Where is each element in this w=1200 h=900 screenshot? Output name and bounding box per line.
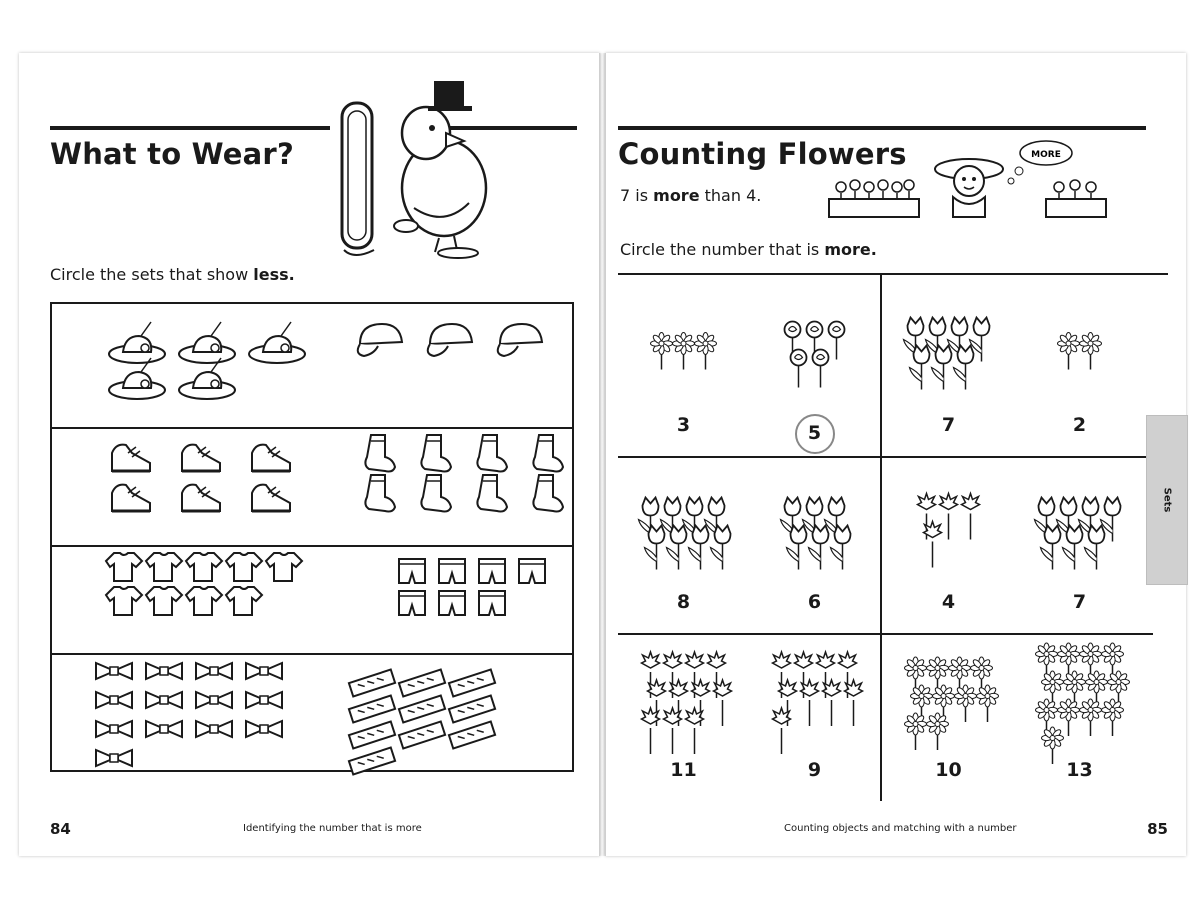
grid-line (880, 273, 882, 801)
t-shirt-icon (146, 587, 182, 615)
girl-planters-illustration (821, 141, 1111, 231)
bow-tie-icon (246, 663, 282, 679)
daisy-group (1014, 643, 1145, 761)
sets-grid (50, 302, 574, 772)
shorts-icon (399, 559, 425, 583)
rose-group (749, 283, 880, 416)
daisy-icon (927, 713, 949, 750)
set-row (52, 429, 572, 547)
count-number[interactable]: 9 (807, 759, 822, 781)
sock-icon (421, 435, 451, 472)
daisy-icon (1080, 333, 1102, 370)
bow-tie-icon (96, 692, 132, 708)
count-number[interactable]: 2 (1072, 414, 1087, 436)
rose-icon (829, 322, 845, 360)
grid-line (618, 273, 1168, 275)
tie-icon (349, 748, 395, 775)
instruction: Circle the number that is more. (620, 240, 877, 259)
sock-icon (477, 435, 507, 472)
page-title: What to Wear? (50, 137, 294, 171)
set-row (52, 304, 572, 429)
lily-icon (642, 708, 660, 754)
bow-tie-icon (246, 721, 282, 737)
bow-tie-icon (96, 663, 132, 679)
page-number: 85 (1147, 820, 1168, 838)
sock-icon (421, 475, 451, 512)
bow-tie-icon (146, 721, 182, 737)
footer-text: Identifying the number that is more (243, 823, 422, 834)
lily-icon (924, 522, 942, 568)
instruction: Circle the sets that show less. (50, 265, 295, 284)
tulip-group (883, 283, 1014, 416)
lily-group (749, 643, 880, 761)
grid-line (618, 456, 1153, 458)
page-title: Counting Flowers (618, 137, 907, 171)
title-rule (50, 126, 330, 130)
lily-group (618, 643, 749, 761)
sock-icon (477, 475, 507, 512)
set-row (52, 655, 572, 772)
daisy-icon (651, 333, 673, 370)
count-number[interactable]: 11 (670, 759, 697, 781)
tie-icon (399, 696, 445, 723)
t-shirt-icon (266, 553, 302, 581)
daisy-icon (977, 685, 999, 722)
lily-icon (664, 708, 682, 754)
daisy-icon (955, 685, 977, 722)
rose-icon (791, 350, 807, 388)
hat-cap-sets (52, 304, 572, 424)
bow-tie-icon (196, 721, 232, 737)
sneaker-icon (112, 485, 150, 511)
daisy-icon (1080, 699, 1102, 736)
t-shirt-icon (106, 587, 142, 615)
grid-line (618, 633, 1153, 635)
sock-icon (533, 435, 563, 472)
chicken-mirror-illustration (334, 78, 504, 268)
count-number[interactable]: 7 (1072, 591, 1087, 613)
count-number[interactable]: 5 (795, 414, 835, 454)
example-sentence: 7 is more than 4. (620, 186, 762, 205)
shorts-icon (399, 591, 425, 615)
lily-icon (714, 680, 732, 726)
sock-icon (365, 475, 395, 512)
shorts-icon (519, 559, 545, 583)
shorts-icon (479, 559, 505, 583)
right-page (605, 53, 1186, 856)
bow-tie-icon (146, 663, 182, 679)
sneaker-icon (182, 445, 220, 471)
lily-group (883, 466, 1014, 593)
sneaker-icon (252, 485, 290, 511)
bow-tie-icon (196, 692, 232, 708)
bow-tie-icon (196, 663, 232, 679)
sneaker-icon (182, 485, 220, 511)
tie-icon (399, 670, 445, 697)
sneaker-icon (252, 445, 290, 471)
bow-tie-icon (96, 721, 132, 737)
daisy-icon (1102, 699, 1124, 736)
daisy-group (1014, 283, 1145, 416)
shorts-icon (439, 591, 465, 615)
lily-icon (773, 708, 791, 754)
tie-icon (349, 722, 395, 749)
lily-icon (962, 494, 980, 540)
set-row (52, 547, 572, 655)
shirt-shorts-sets (52, 547, 572, 652)
tie-icon (449, 722, 495, 749)
count-number[interactable]: 3 (676, 414, 691, 436)
tulip-group (1014, 466, 1145, 593)
rose-icon (813, 350, 829, 388)
daisy-icon (905, 713, 927, 750)
bow-tie-icon (246, 692, 282, 708)
speech-bubble-text: MORE (1031, 150, 1061, 160)
sock-icon (365, 435, 395, 472)
t-shirt-icon (186, 587, 222, 615)
tie-icon (449, 696, 495, 723)
daisy-group (618, 283, 749, 416)
t-shirt-icon (106, 553, 142, 581)
tie-icon (349, 696, 395, 723)
left-page (19, 53, 600, 856)
daisy-icon (1058, 333, 1080, 370)
count-number[interactable]: 7 (941, 414, 956, 436)
lily-icon (823, 680, 841, 726)
tulip-group (618, 466, 749, 593)
page-number: 84 (50, 820, 71, 838)
sneaker-sock-sets (52, 429, 572, 544)
t-shirt-icon (226, 553, 262, 581)
shorts-icon (439, 559, 465, 583)
lily-icon (845, 680, 863, 726)
daisy-group (883, 643, 1014, 761)
cap-icon (358, 324, 402, 356)
count-number[interactable]: 8 (676, 591, 691, 613)
count-number[interactable]: 4 (941, 591, 956, 613)
bowtie-tie-sets (52, 655, 572, 770)
daisy-icon (673, 333, 695, 370)
flower-grid (618, 273, 1168, 801)
footer-text: Counting objects and matching with a number (784, 823, 1017, 834)
lily-icon (801, 680, 819, 726)
bow-tie-icon (96, 750, 132, 766)
section-tab: Sets (1146, 415, 1188, 585)
hat-icon (109, 358, 165, 399)
sneaker-icon (112, 445, 150, 471)
lily-icon (686, 708, 704, 754)
daisy-icon (695, 333, 717, 370)
hat-icon (109, 322, 165, 363)
hat-icon (249, 322, 305, 363)
count-number[interactable]: 6 (807, 591, 822, 613)
hat-icon (179, 358, 235, 399)
tulip-group (749, 466, 880, 593)
t-shirt-icon (226, 587, 262, 615)
count-number[interactable]: 10 (935, 759, 962, 781)
hat-icon (179, 322, 235, 363)
t-shirt-icon (186, 553, 222, 581)
cap-icon (498, 324, 542, 356)
sock-icon (533, 475, 563, 512)
tie-icon (349, 670, 395, 697)
tie-icon (399, 722, 445, 749)
cap-icon (428, 324, 472, 356)
bow-tie-icon (146, 692, 182, 708)
tie-icon (449, 670, 495, 697)
t-shirt-icon (146, 553, 182, 581)
title-rule (618, 126, 1146, 130)
shorts-icon (479, 591, 505, 615)
count-number[interactable]: 13 (1066, 759, 1093, 781)
